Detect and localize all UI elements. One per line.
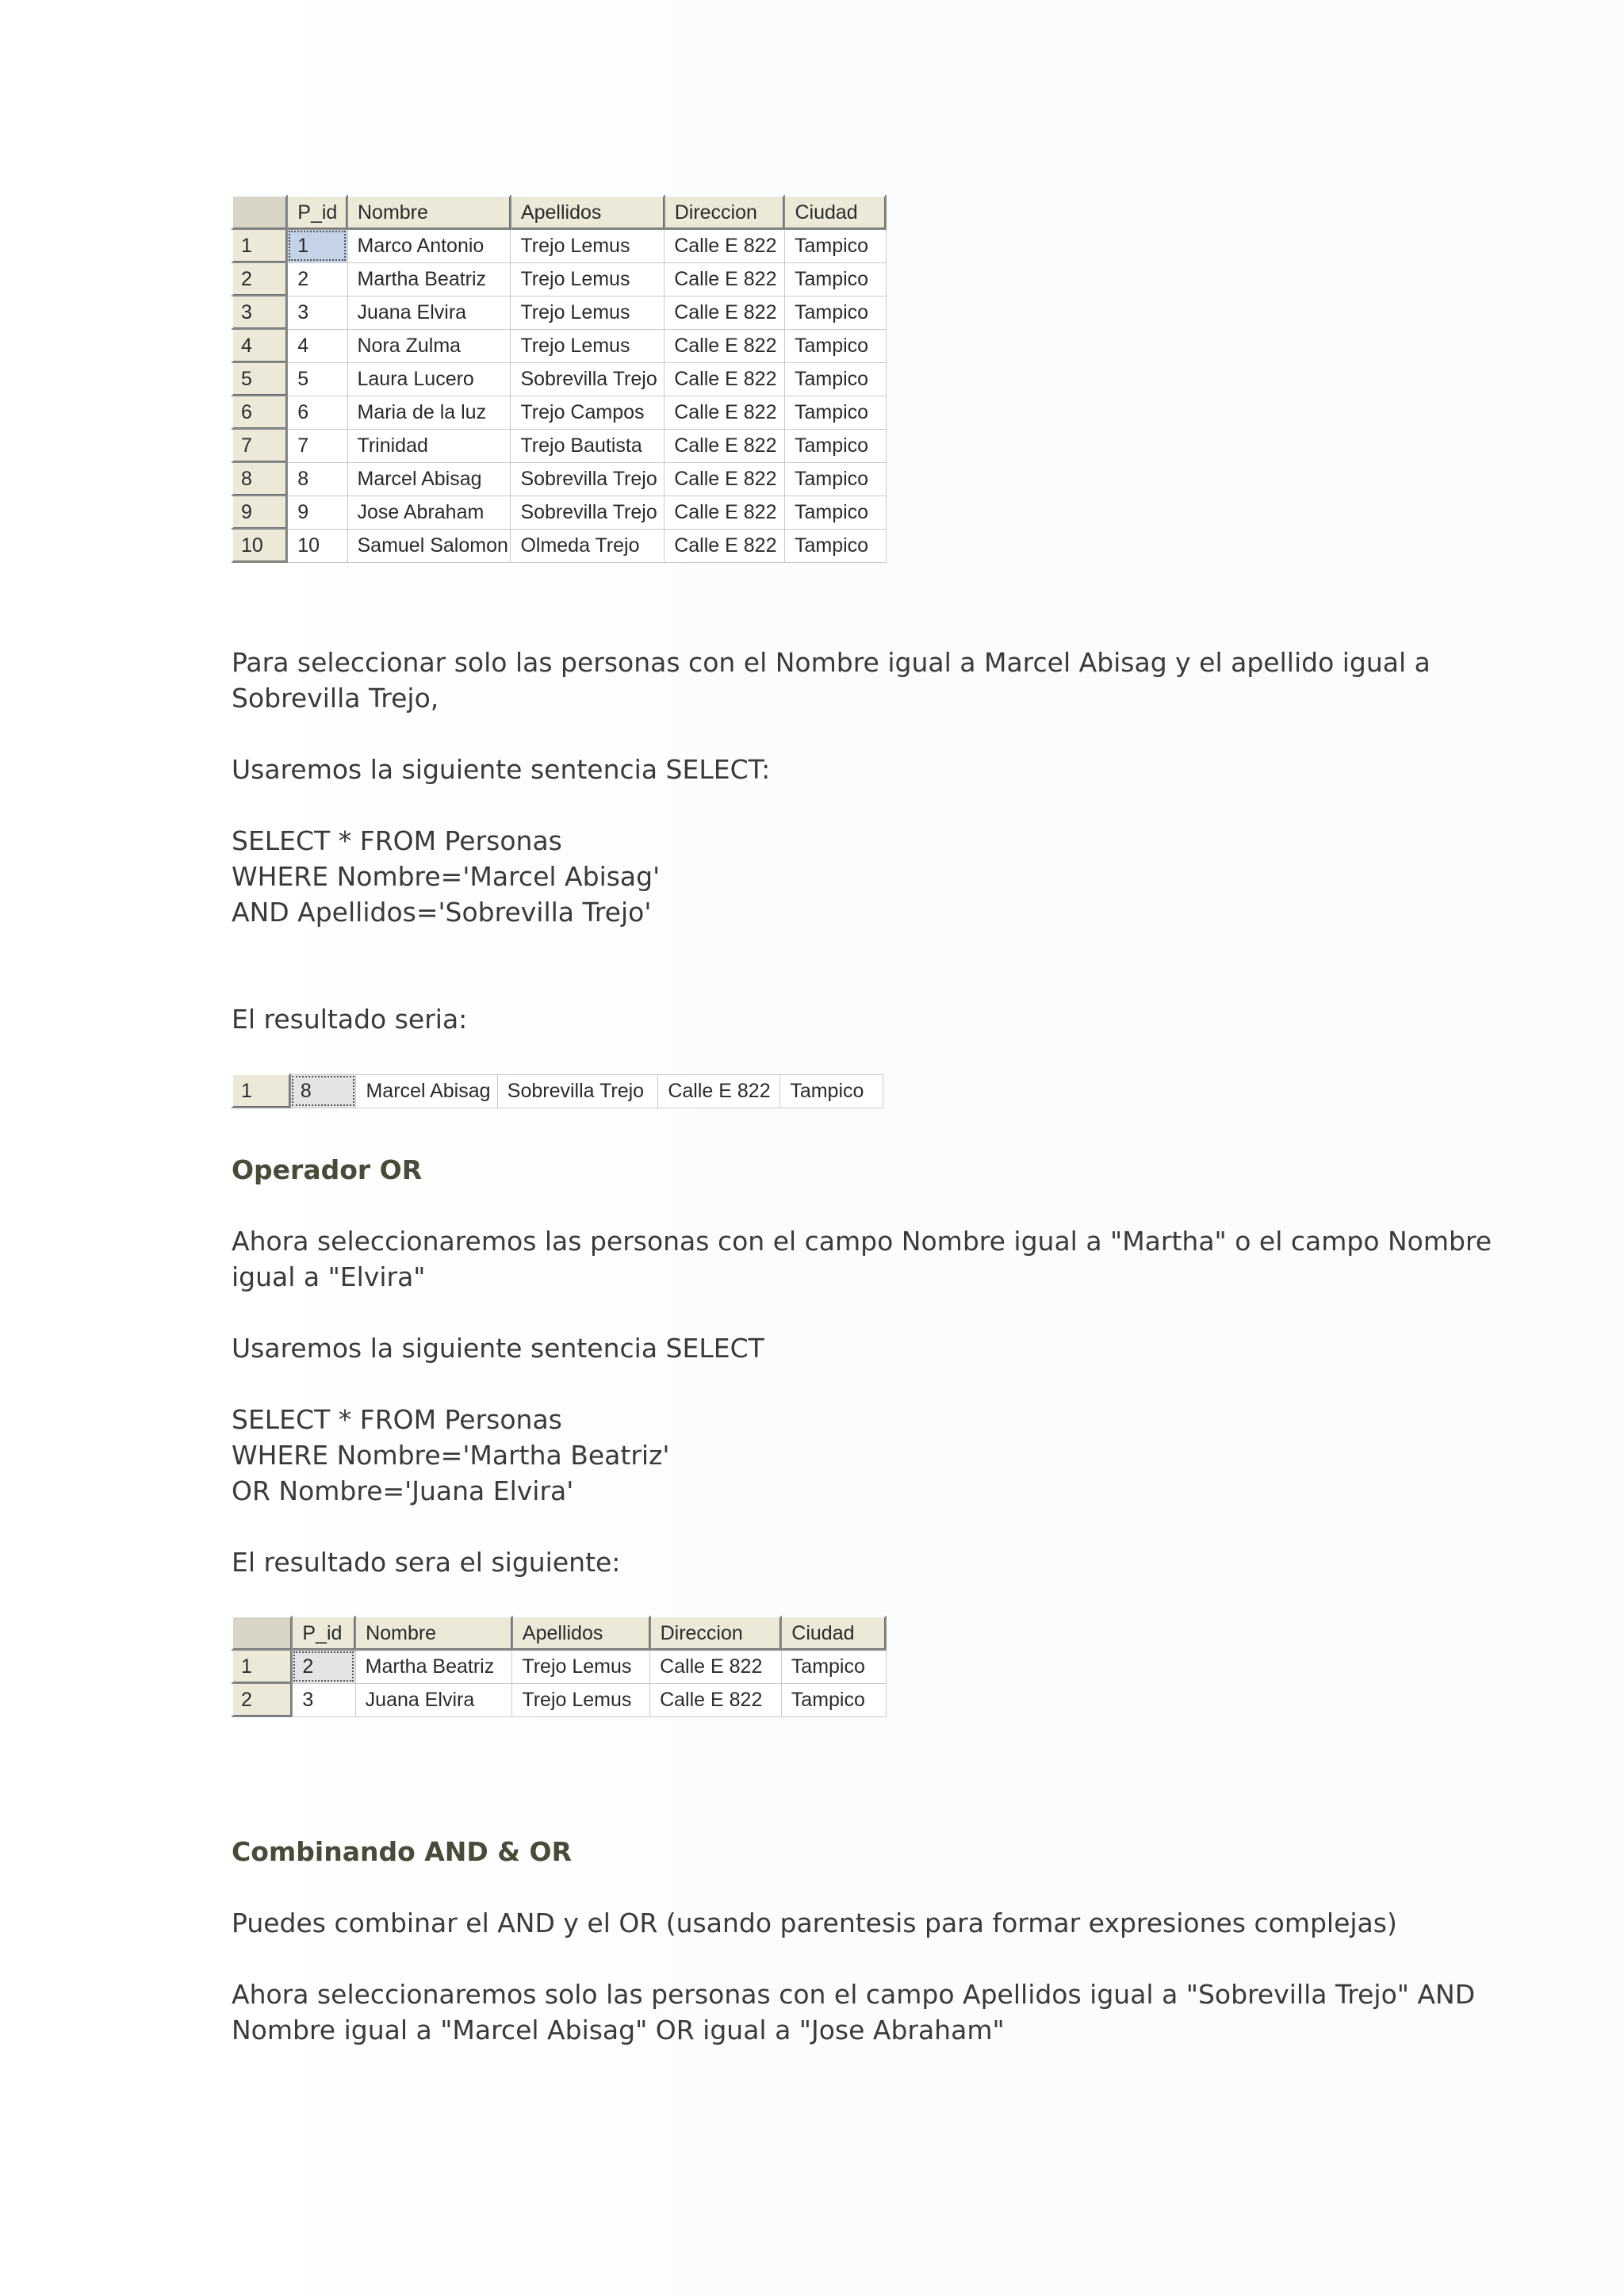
table-cell[interactable]: 3 [292, 1683, 355, 1716]
table-cell[interactable]: Martha Beatriz [355, 1650, 512, 1683]
table-corner-cell[interactable] [232, 196, 287, 229]
table-cell[interactable]: Calle E 822 [650, 1650, 782, 1683]
table-row [232, 1650, 886, 1683]
table-cell[interactable]: Olmeda Trejo [511, 529, 665, 562]
table-cell[interactable]: Tampico [784, 529, 886, 562]
table-cell[interactable]: Calle E 822 [665, 229, 785, 262]
section-heading: Combinando AND & OR [232, 1836, 573, 1867]
table-cell[interactable]: Calle E 822 [665, 396, 785, 429]
table-row [232, 329, 886, 362]
row-number[interactable]: 3 [232, 296, 287, 329]
table-cell[interactable]: Juana Elvira [347, 296, 511, 329]
table-cell[interactable]: 2 [292, 1650, 355, 1683]
table-cell[interactable]: Trinidad [347, 429, 511, 462]
result-or-table [232, 1616, 887, 1717]
table-cell[interactable]: Tampico [784, 262, 886, 296]
column-header[interactable]: Nombre [355, 1617, 512, 1650]
table-cell[interactable]: 8 [290, 1074, 356, 1108]
column-header[interactable]: P_id [287, 196, 347, 229]
table-cell[interactable]: 5 [287, 362, 347, 396]
table-cell[interactable]: Tampico [784, 329, 886, 362]
table-cell[interactable]: Calle E 822 [665, 429, 785, 462]
row-number[interactable]: 9 [232, 496, 287, 529]
paragraph-line: Ahora seleccionaremos las personas con el campo Nombre igual a "Martha" o el campo Nombre [232, 1226, 1492, 1257]
row-number[interactable]: 7 [232, 429, 287, 462]
table-cell[interactable]: Nora Zulma [347, 329, 511, 362]
paragraph-line: Sobrevilla Trejo, [232, 683, 439, 714]
table-row [232, 296, 886, 329]
column-header[interactable]: Apellidos [512, 1617, 650, 1650]
table-cell[interactable]: Marcel Abisag [356, 1074, 497, 1108]
table-row [232, 1683, 886, 1716]
table-cell[interactable]: Calle E 822 [665, 362, 785, 396]
table-cell[interactable]: 3 [287, 296, 347, 329]
table-cell[interactable]: Tampico [781, 1650, 886, 1683]
row-number[interactable]: 10 [232, 529, 287, 562]
table-cell[interactable]: Trejo Lemus [511, 296, 665, 329]
table-cell[interactable]: Calle E 822 [658, 1074, 780, 1108]
table-cell[interactable]: Tampico [784, 496, 886, 529]
table-cell[interactable]: Calle E 822 [665, 262, 785, 296]
section-heading: Operador OR [232, 1154, 423, 1185]
table-cell[interactable]: 6 [287, 396, 347, 429]
table-row [232, 362, 886, 396]
row-number[interactable]: 8 [232, 462, 287, 496]
paragraph-line: Para seleccionar solo las personas con el Nombre igual a Marcel Abisag y el apellido igual a [232, 647, 1431, 678]
table-cell[interactable]: 10 [287, 529, 347, 562]
table-cell[interactable]: Samuel Salomon [347, 529, 511, 562]
paragraph: Usaremos la siguiente sentencia SELECT [232, 1333, 764, 1364]
row-number[interactable]: 1 [232, 1074, 290, 1108]
table-cell[interactable]: Calle E 822 [650, 1683, 782, 1716]
table-cell[interactable]: Tampico [780, 1074, 883, 1108]
column-header[interactable]: Ciudad [781, 1617, 886, 1650]
sql-line: OR Nombre='Juana Elvira' [232, 1475, 574, 1506]
table-cell[interactable]: Tampico [784, 396, 886, 429]
row-number[interactable]: 1 [232, 1650, 292, 1683]
row-number[interactable]: 6 [232, 396, 287, 429]
table-cell[interactable]: Calle E 822 [665, 296, 785, 329]
table-cell[interactable]: Sobrevilla Trejo [497, 1074, 658, 1108]
column-header[interactable]: Nombre [347, 196, 511, 229]
row-number[interactable]: 1 [232, 229, 287, 262]
table-cell[interactable]: 9 [287, 496, 347, 529]
paragraph: Puedes combinar el AND y el OR (usando parentesis para formar expresiones complejas) [232, 1908, 1397, 1938]
table-cell[interactable]: Tampico [784, 229, 886, 262]
sql-line: WHERE Nombre='Martha Beatriz' [232, 1440, 670, 1471]
table-cell[interactable]: Trejo Lemus [511, 329, 665, 362]
paragraph-line: Ahora seleccionaremos solo las personas con el campo Apellidos igual a "Sobrevilla Trejo" AND [232, 1979, 1476, 2010]
paragraph: Usaremos la siguiente sentencia SELECT: [232, 754, 771, 785]
result-and-table [232, 1073, 883, 1108]
table-cell[interactable]: Tampico [784, 362, 886, 396]
sql-line: AND Apellidos='Sobrevilla Trejo' [232, 897, 652, 928]
column-header[interactable]: Direccion [650, 1617, 782, 1650]
table-cell[interactable]: Tampico [784, 462, 886, 496]
table-cell[interactable]: 2 [287, 262, 347, 296]
table-row [232, 396, 886, 429]
table-cell[interactable]: Juana Elvira [355, 1683, 512, 1716]
table-cell[interactable]: Trejo Lemus [511, 229, 665, 262]
column-header[interactable]: Direccion [665, 196, 785, 229]
table-cell[interactable]: Trejo Lemus [512, 1650, 650, 1683]
table-cell[interactable]: Tampico [784, 429, 886, 462]
table-corner-cell[interactable] [232, 1617, 292, 1650]
paragraph: El resultado sera el siguiente: [232, 1547, 621, 1578]
sql-line: SELECT * FROM Personas [232, 1404, 562, 1435]
table-row [232, 462, 886, 496]
table-row [232, 1074, 883, 1108]
column-header[interactable]: Ciudad [784, 196, 886, 229]
table-cell[interactable]: Calle E 822 [665, 529, 785, 562]
table-cell[interactable]: 8 [287, 462, 347, 496]
table-cell[interactable]: 7 [287, 429, 347, 462]
table-row [232, 496, 886, 529]
table-row [232, 429, 886, 462]
table-cell[interactable]: Laura Lucero [347, 362, 511, 396]
table-cell[interactable]: Tampico [781, 1683, 886, 1716]
personas-table [232, 195, 887, 563]
table-cell[interactable]: Trejo Bautista [511, 429, 665, 462]
table-cell[interactable]: Trejo Lemus [512, 1683, 650, 1716]
column-header[interactable]: Apellidos [511, 196, 665, 229]
sql-line: WHERE Nombre='Marcel Abisag' [232, 861, 661, 892]
table-cell[interactable]: 1 [287, 229, 347, 262]
table-cell[interactable]: 4 [287, 329, 347, 362]
table-cell[interactable]: Sobrevilla Trejo [511, 496, 665, 529]
table-row [232, 229, 886, 262]
column-header[interactable]: P_id [292, 1617, 355, 1650]
table-header-row [232, 1617, 886, 1650]
table-header-row [232, 196, 886, 229]
table-row [232, 529, 886, 562]
table-cell[interactable]: Sobrevilla Trejo [511, 462, 665, 496]
table-cell[interactable]: Trejo Campos [511, 396, 665, 429]
row-number[interactable]: 2 [232, 1683, 292, 1716]
table-cell[interactable]: Calle E 822 [665, 462, 785, 496]
table-row [232, 262, 886, 296]
row-number[interactable]: 5 [232, 362, 287, 396]
table-cell[interactable]: Calle E 822 [665, 329, 785, 362]
table-cell[interactable]: Sobrevilla Trejo [511, 362, 665, 396]
table-cell[interactable]: Tampico [784, 296, 886, 329]
table-cell[interactable]: Maria de la luz [347, 396, 511, 429]
paragraph-line: Nombre igual a "Marcel Abisag" OR igual a "Jose Abraham" [232, 2015, 1005, 2045]
table-cell[interactable]: Calle E 822 [665, 496, 785, 529]
paragraph-line: igual a "Elvira" [232, 1261, 426, 1292]
sql-line: SELECT * FROM Personas [232, 825, 562, 856]
row-number[interactable]: 4 [232, 329, 287, 362]
table-cell[interactable]: Trejo Lemus [511, 262, 665, 296]
table-cell[interactable]: Marcel Abisag [347, 462, 511, 496]
table-cell[interactable]: Martha Beatriz [347, 262, 511, 296]
row-number[interactable]: 2 [232, 262, 287, 296]
paragraph: El resultado seria: [232, 1004, 468, 1035]
table-cell[interactable]: Jose Abraham [347, 496, 511, 529]
table-cell[interactable]: Marco Antonio [347, 229, 511, 262]
